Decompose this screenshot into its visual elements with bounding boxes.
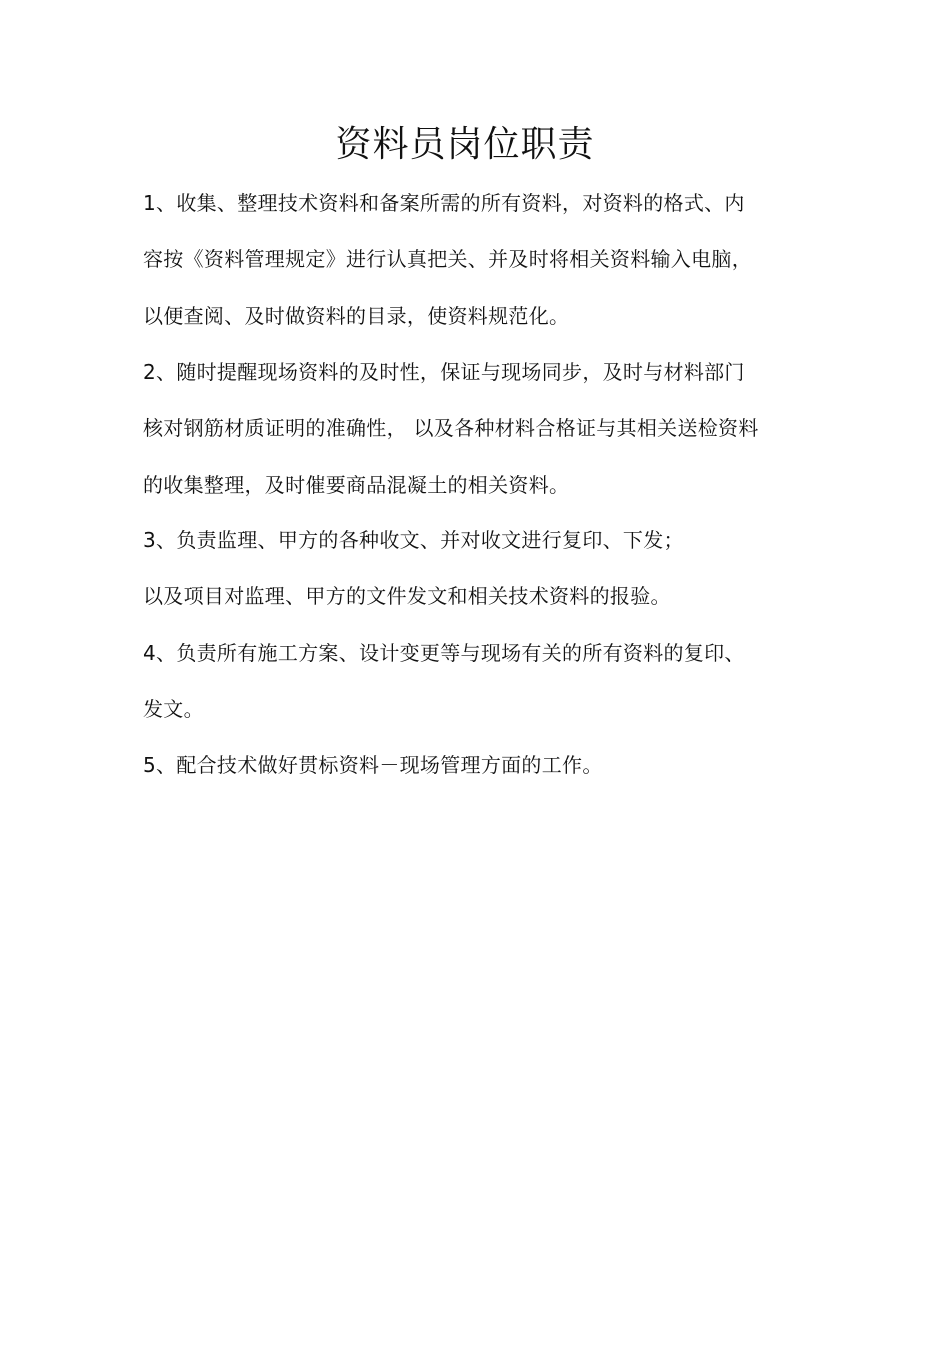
text-line-11: 5、配合技术做好贯标资料－现场管理方面的工作。 — [143, 753, 603, 777]
text-line-2: 容按《资料管理规定》进行认真把关、并及时将相关资料输入电脑， — [143, 247, 752, 271]
text-line-6: 的收集整理，及时催要商品混凝土的相关资料。 — [143, 473, 570, 497]
text-line-9: 4、负责所有施工方案、设计变更等与现场有关的所有资料的复印、 — [143, 641, 745, 665]
text-line-5: 核对钢筋材质证明的准确性， 以及各种材料合格证与其相关送检资料 — [143, 416, 759, 440]
text-line-1: 1、收集、整理技术资料和备案所需的所有资料，对资料的格式、内 — [143, 191, 745, 215]
text-line-7: 3、负责监理、甲方的各种收文、并对收文进行复印、下发； — [143, 528, 684, 552]
text-line-4: 2、随时提醒现场资料的及时性，保证与现场同步，及时与材料部门 — [143, 360, 745, 384]
document-title: 资料员岗位职责 — [335, 124, 595, 165]
text-line-10: 发文。 — [143, 697, 204, 721]
text-line-8: 以及项目对监理、甲方的文件发文和相关技术资料的报验。 — [143, 584, 671, 608]
text-line-3: 以便查阅、及时做资料的目录，使资料规范化。 — [143, 304, 570, 328]
